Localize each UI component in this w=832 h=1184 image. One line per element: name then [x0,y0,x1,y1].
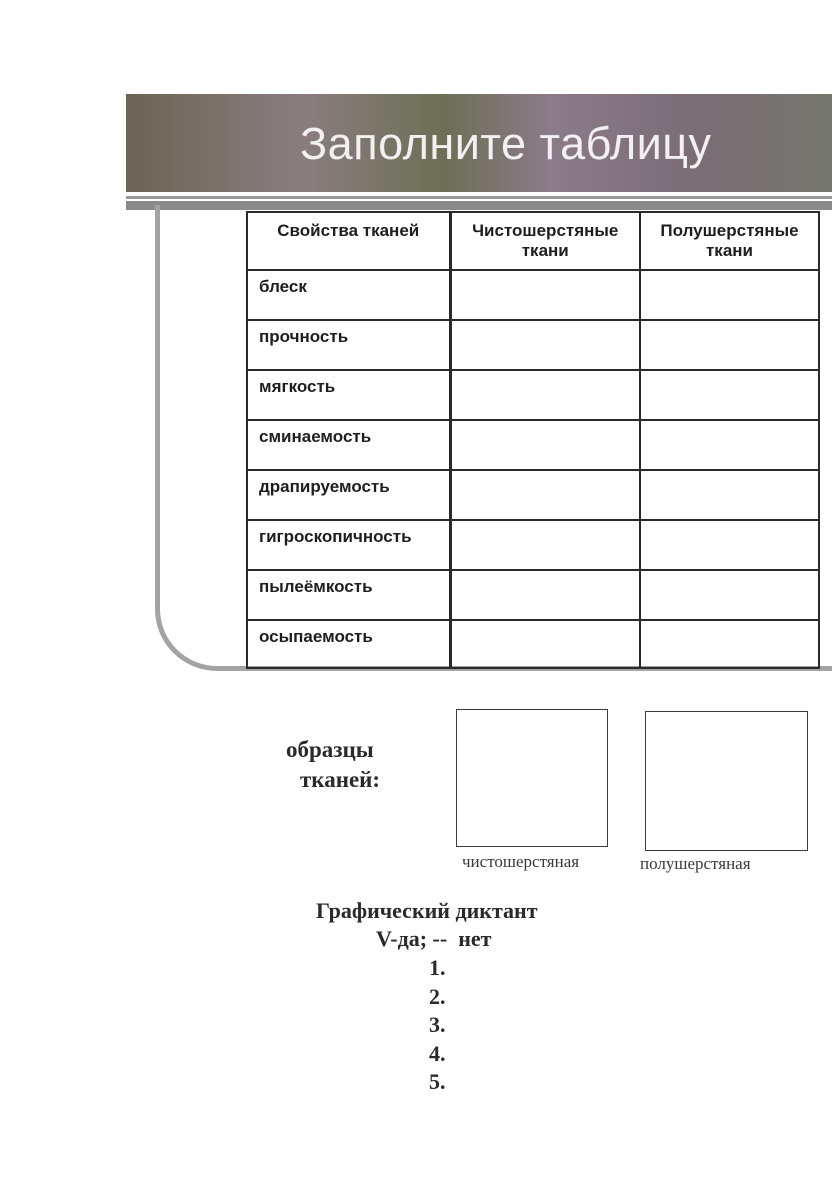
page-title: Заполните таблицу [300,118,712,169]
property-label: осыпаемость [247,620,450,668]
property-label: пылеёмкость [247,570,450,620]
pure-wool-cell[interactable] [450,320,640,370]
pure-wool-cell[interactable] [450,270,640,320]
pure-wool-cell[interactable] [450,520,640,570]
dictation-item: 3. [429,1012,446,1037]
dictation-item: 1. [429,955,446,980]
table-row [247,620,819,668]
pure-wool-sample-caption: чистошерстяная [462,852,580,871]
fabric-samples-label-line-2: тканей: [300,767,381,792]
table-row [247,520,819,570]
half-wool-sample-box[interactable] [645,711,808,851]
fabric-samples-label-line-1: образцы [286,737,374,762]
properties-table [246,211,820,669]
property-label: мягкость [247,370,450,420]
table-header-row [247,212,819,270]
table-row [247,370,819,420]
pure-wool-cell[interactable] [450,370,640,420]
graphic-dictation-list [429,954,446,1097]
table-row [247,570,819,620]
half-wool-cell[interactable] [640,270,819,320]
half-wool-cell[interactable] [640,520,819,570]
header-properties: Свойства тканей [247,212,450,270]
table-row [247,420,819,470]
table-row [247,320,819,370]
property-label: блеск [247,270,450,320]
half-wool-cell[interactable] [640,470,819,520]
pure-wool-sample-box[interactable] [456,709,608,847]
pure-wool-cell[interactable] [450,620,640,668]
half-wool-cell[interactable] [640,320,819,370]
banner-divider-thin [126,196,832,199]
fabric-samples-label [286,735,380,795]
half-wool-sample-caption: полушерстяная [640,854,751,873]
property-label: прочность [247,320,450,370]
dictation-item: 5. [429,1069,446,1094]
property-label: гигроскопичность [247,520,450,570]
half-wool-cell[interactable] [640,420,819,470]
graphic-dictation-title: Графический диктант [316,898,538,923]
table-row [247,470,819,520]
half-wool-cell[interactable] [640,570,819,620]
header-half-wool: Полушерстяные ткани [640,212,819,270]
table-row [247,270,819,320]
half-wool-cell[interactable] [640,620,819,668]
property-label: драпируемость [247,470,450,520]
dictation-item: 4. [429,1040,446,1066]
pure-wool-cell[interactable] [450,420,640,470]
pure-wool-cell[interactable] [450,570,640,620]
graphic-dictation-legend: V-да; -- нет [376,926,492,951]
half-wool-cell[interactable] [640,370,819,420]
pure-wool-cell[interactable] [450,470,640,520]
header-pure-wool: Чистошерстяные ткани [450,212,640,270]
dictation-item: 2. [429,983,446,1009]
property-label: сминаемость [247,420,450,470]
